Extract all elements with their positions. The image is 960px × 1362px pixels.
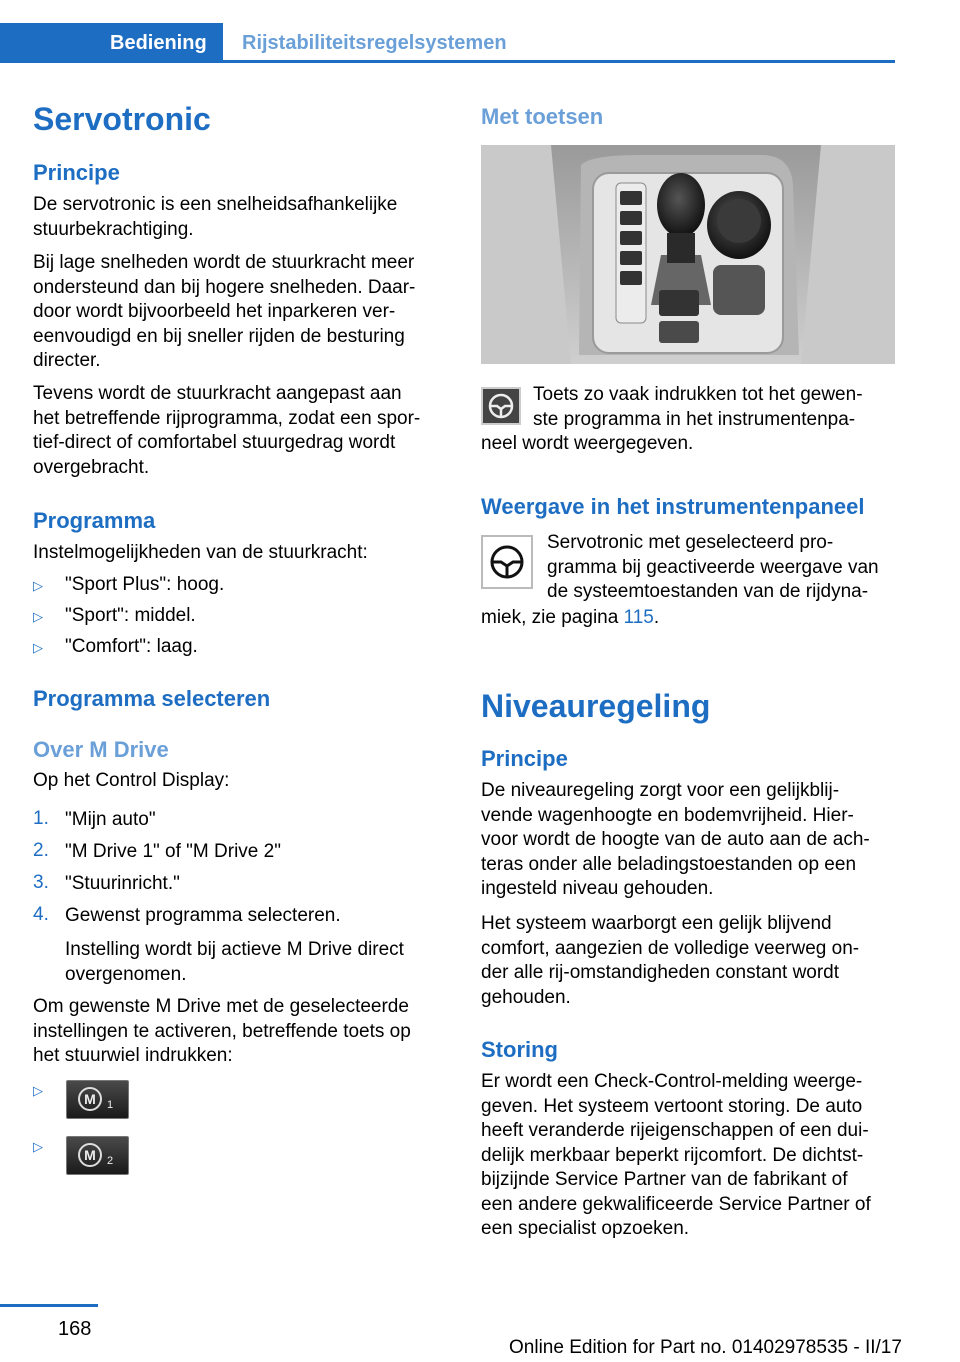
step-4-note [65, 938, 404, 987]
text-line: tief-direct of comfortabel stuurgedrag wordt [33, 432, 396, 453]
text-line: eenvoudigd en bij sneller rijden de besturing [33, 325, 405, 347]
svg-text:M: M [84, 1091, 96, 1107]
text-line: De niveauregeling zorgt voor een gelijkblij‐ [481, 780, 840, 801]
steps-list [33, 808, 433, 936]
text-line: een andere gekwalificeerde Service Partner of [481, 1193, 871, 1215]
list-item [33, 604, 433, 635]
niveau-paragraph-1 [481, 779, 870, 902]
text-line: Bij lage snelheden wordt de stuurkracht meer [33, 252, 415, 273]
svg-text:M: M [84, 1147, 96, 1163]
header-rule [223, 60, 895, 63]
programma-intro: Instelmogelijkheden van de stuurkracht: [33, 542, 368, 563]
footer-rule [0, 1304, 98, 1307]
servotronic-display-icon [481, 535, 533, 589]
text-line: de systeemtoestanden van de rijdyna‐ [547, 581, 869, 602]
text-line: bijzijnde Service Partner van de fabrikant of [481, 1169, 848, 1190]
edition-label: Online Edition for Part no. 01402978535 - II/17 [509, 1337, 902, 1358]
page-number: 168 [58, 1318, 92, 1340]
heading-programma: Programma [33, 508, 156, 533]
text-line: Servotronic met geselecteerd pro‐ [547, 532, 834, 553]
text-line: voor wordt de hoogte van de auto aan de ach‐ [481, 829, 870, 850]
triangle-bullet-icon: ▷ [33, 609, 43, 624]
text-line: door wordt bijvoorbeeld het inparkeren ver‐ [33, 301, 396, 322]
step-number: 2. [33, 840, 49, 861]
heading-met-toetsen: Met toetsen [481, 104, 604, 129]
step-text: "M Drive 1" of "M Drive 2" [65, 841, 281, 862]
storing-paragraph [481, 1070, 871, 1242]
toets-paragraph [533, 383, 863, 432]
text-line: teras onder alle beladingstoestanden op een [481, 853, 857, 875]
list-item [33, 840, 433, 872]
text-line: overgebracht. [33, 456, 150, 478]
text-line: heeft veranderde rijeigenschappen of een dui‐ [481, 1120, 869, 1141]
text-line: comfort, aangezien de volledige veerweg on‐ [481, 937, 860, 959]
text-line: ondersteund dan bij hogere snelheden. Daar‐ [33, 276, 416, 298]
text-line: overgenomen. [65, 963, 187, 985]
step-text: "Mijn auto" [65, 809, 156, 830]
triangle-bullet-icon: ▷ [33, 578, 43, 593]
programma-list [33, 573, 433, 666]
center-console-photo [481, 145, 895, 364]
step-number: 3. [33, 872, 49, 893]
text-line: geven. Het systeem vertoont storing. De auto [481, 1095, 863, 1117]
page-reference-link[interactable]: 115 [623, 607, 654, 628]
heading-storing: Storing [481, 1037, 558, 1062]
weergave-paragraph-end [481, 606, 659, 631]
text-line: Het systeem waarborgt een gelijk blijvend [481, 913, 832, 934]
svg-text:2: 2 [107, 1155, 114, 1167]
text-line: . [653, 607, 660, 628]
heading-over-m-drive: Over M Drive [33, 737, 169, 762]
list-item [33, 872, 433, 904]
principe-paragraph-2 [33, 251, 415, 374]
text-line: Tevens wordt de stuurkracht aangepast aan [33, 383, 402, 404]
mdrive-paragraph [33, 995, 411, 1069]
heading-weergave: Weergave in het instrumentenpaneel [481, 494, 865, 519]
heading-niveau-principe: Principe [481, 746, 568, 771]
text-line: Instelling wordt bij actieve M Drive direct [65, 939, 404, 960]
text-line: miek, zie pagina [481, 607, 624, 628]
text-line: Toets zo vaak indrukken tot het gewen‐ [533, 384, 863, 405]
text-line: Om gewenste M Drive met de geselecteerde [33, 996, 409, 1017]
section-title-servotronic: Servotronic [33, 101, 211, 137]
text-line: der alle rij-omstandigheden constant wordt [481, 962, 840, 983]
text-line: het stuurwiel indrukken: [33, 1045, 233, 1066]
step-text: Gewenst programma selecteren. [65, 905, 341, 926]
triangle-bullet-icon: ▷ [33, 1139, 43, 1154]
list-item [33, 573, 433, 604]
weergave-paragraph [547, 531, 879, 605]
m1-button-icon [66, 1080, 129, 1119]
list-item-text: "Sport": middel. [65, 605, 196, 626]
header-tab-bediening[interactable]: Bediening [0, 23, 223, 63]
text-line: directer. [33, 350, 101, 371]
text-line: De servotronic is een snelheidsafhankelijke [33, 194, 398, 215]
mdrive-intro: Op het Control Display: [33, 770, 230, 791]
text-line: gehouden. [481, 986, 571, 1008]
principe-paragraph-1 [33, 193, 397, 242]
steering-button-icon [481, 387, 521, 425]
section-title-niveauregeling: Niveauregeling [481, 688, 711, 724]
header-tab-section[interactable]: Rijstabiliteitsregelsystemen [242, 32, 507, 54]
toets-paragraph-end: neel wordt weergegeven. [481, 433, 694, 454]
text-line: ste programma in het instrumentenpa‐ [533, 408, 856, 430]
triangle-bullet-icon: ▷ [33, 1083, 43, 1098]
list-item [33, 635, 433, 666]
list-item-text: "Comfort": laag. [65, 636, 198, 657]
svg-text:1: 1 [107, 1099, 114, 1111]
text-line: Er wordt een Check-Control-melding weerge‐ [481, 1071, 863, 1092]
step-number: 4. [33, 904, 49, 925]
text-line: een specialist opzoeken. [481, 1218, 690, 1239]
list-item [33, 808, 433, 840]
niveau-paragraph-2 [481, 912, 859, 1010]
triangle-bullet-icon: ▷ [33, 640, 43, 655]
list-item-text: "Sport Plus": hoog. [65, 574, 225, 595]
text-line: het betreffende rijprogramma, zodat een spor‐ [33, 407, 421, 429]
list-item [33, 904, 433, 936]
m2-button-icon [66, 1136, 129, 1175]
text-line: stuurbekrachtiging. [33, 218, 194, 240]
principe-paragraph-3 [33, 382, 420, 480]
step-text: "Stuurinricht." [65, 873, 180, 894]
text-line: gramma bij geactiveerde weergave van [547, 556, 879, 578]
text-line: vende wagenhoogte en bodemvrijheid. Hier‐ [481, 804, 854, 826]
heading-programma-selecteren: Programma selecteren [33, 686, 271, 711]
text-line: instellingen te activeren, betreffende toets op [33, 1020, 411, 1042]
step-number: 1. [33, 808, 49, 829]
heading-principe: Principe [33, 160, 120, 185]
text-line: delijk merkbaar beperkt rijcomfort. De dichtst‐ [481, 1144, 864, 1166]
text-line: ingesteld niveau gehouden. [481, 878, 714, 899]
